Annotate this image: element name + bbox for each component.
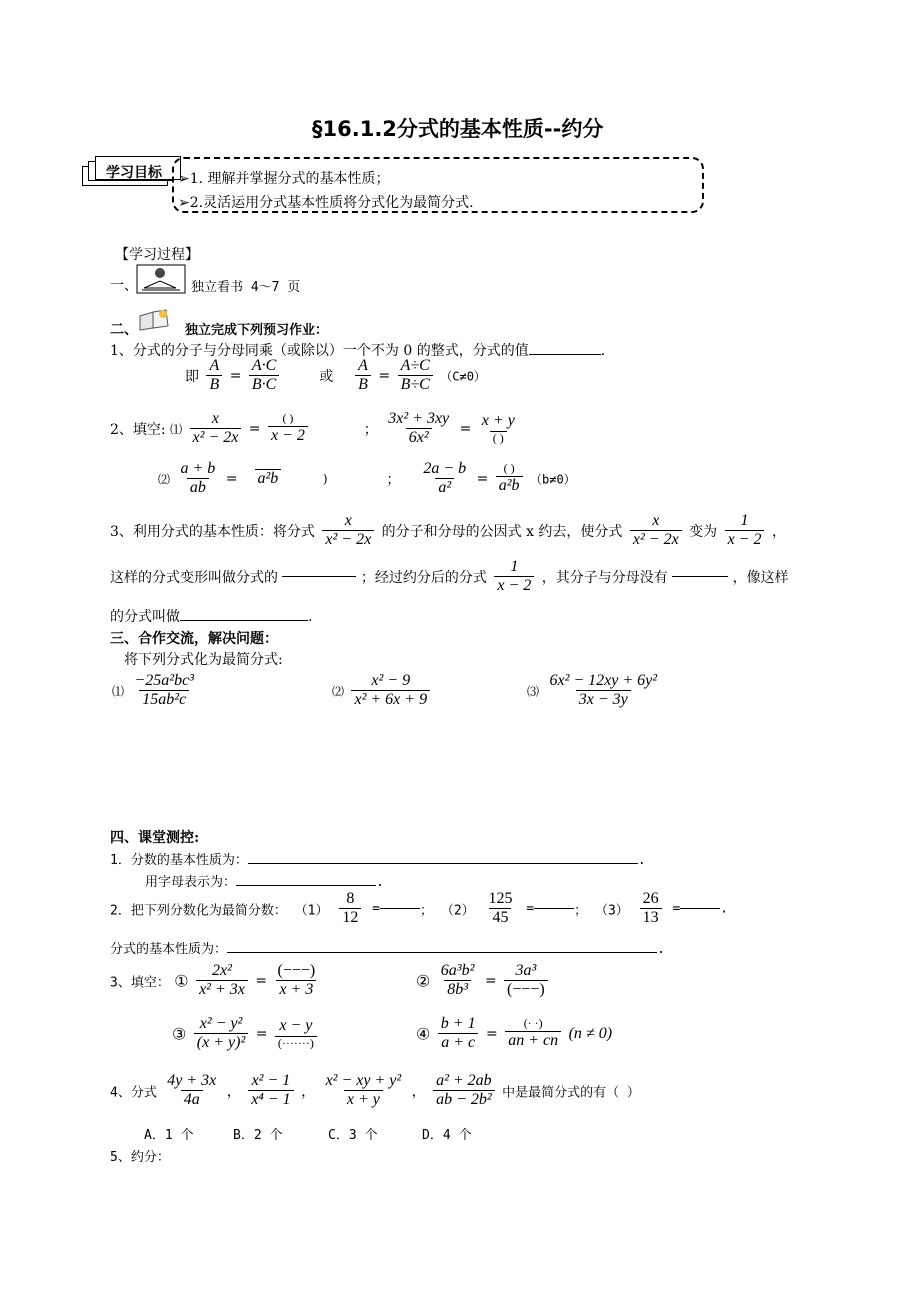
book-icon	[138, 308, 170, 332]
section-3-sub: 将下列分式化为最简分式:	[124, 652, 283, 668]
page-title: §16.1.2分式的基本性质--约分	[312, 117, 604, 141]
test-q1: 1．分数的基本性质为： .	[110, 853, 646, 868]
q2-line-1: 2、填空: ⑴ $\frac{x}{\text{x² − 2x}}$ = $\frac{( )}{x - 2}$ ； $\frac{\text{3x² + 3xy}}{\text{6x²}}$ = $\frac{x + y}{( )}$	[110, 410, 515, 447]
q3-blank-2[interactable]	[672, 576, 728, 577]
test-q3-line-1: 3、填空： ① $\frac{\text{2x²}}{\text{x² + 3x}}$ = $\frac{(---)}{x + 3}$	[110, 962, 316, 999]
test-q4-option-c[interactable]: C．3 个	[328, 1128, 378, 1143]
q3-line-1: 3、利用分式的基本性质：将分式 $\frac{x}{\text{x² − 2x}}$ 的分子和分母的公因式 x 约去，使分式 $\frac{x}{\text{x² − 2x}}$ 变为 $\frac{1}{x - 2}$ ，	[110, 512, 786, 549]
test-q1-sub: 用字母表示为： .	[145, 875, 384, 890]
test-q4: 4、分式 $\frac{4y + 3x}{4a}$ ， $\frac{\text{x² − 1}}{\text{x⁴ − 1}}$ ， $\frac{\text{x² − xy + y²}}{x + y}$ ， $\frac{\text{a² + 2ab}}{\text{ab − 2b²}}$ 中是最简分式的有（ ）	[110, 1072, 640, 1109]
test-q3-part-3: ③ $\frac{\text{x² − y²}}{\text{(x + y)²}}$ = $\frac{x - y}{(\cdot\cdot\cdot\cdot\cdot\cdot\cdot)}$	[172, 1015, 320, 1053]
test-q4-option-b[interactable]: B．2 个	[233, 1128, 283, 1143]
reading-figure-icon	[136, 264, 186, 294]
q3-line-3: 的分式叫做 .	[110, 609, 313, 625]
q3-blank-3[interactable]	[180, 620, 308, 621]
test-q3-part-4: ④ $\frac{b + 1}{a + c}$ = $\frac{(\cdot \cdot)}{an + cn}$ (n ≠ 0)	[416, 1015, 613, 1052]
s3-item-2: ⑵ $\frac{\text{x² − 9}}{\text{x² + 6x + 9}}$	[332, 672, 433, 710]
test-title: 四、课堂测控:	[110, 830, 200, 846]
test-q1-sub-blank[interactable]	[236, 885, 376, 886]
s3-item-1: ⑴ $\frac{\text{−25a²bc³}}{\text{15ab²c}}$	[112, 672, 194, 709]
test-q3-part-2: ② $\frac{\text{6a³b²}}{\text{8b³}}$ = $\frac{\text{3a³}}{(---)}$	[416, 962, 551, 1000]
goal-item-2: ➢2.灵活运用分式基本性质将分式化为最简分式.	[178, 195, 474, 211]
test-q2-blank-1[interactable]	[380, 908, 420, 909]
test-q2: 2．把下列分数化为最简分数： （1） $\frac{8}{12}$ = ； （2） $\frac{125}{45}$ = ； （3） $\frac{26}{13}$ = .	[110, 890, 729, 927]
test-q4-option-d[interactable]: D．4 个	[422, 1128, 472, 1143]
goal-item-1: ➢1. 理解并掌握分式的基本性质；	[178, 171, 390, 187]
test-q1-blank[interactable]	[248, 863, 638, 864]
test-q5: 5、约分：	[110, 1150, 170, 1165]
test-q2-blank-3[interactable]	[680, 908, 720, 909]
q1-formula: 即 $\frac{A}{B}$ = $\frac{A\cdot C}{B\cdot C}$ 或 $\frac{A}{B}$ = $\frac{A\div C}{B\div C}$ （C≠0）	[185, 357, 486, 394]
section-3-title: 三、合作交流，解决问题：	[110, 631, 278, 647]
q3-blank-1[interactable]	[282, 576, 356, 577]
goals-tag-label: 学习目标	[106, 165, 162, 181]
section-1-text: 独立看书 4～7 页	[191, 280, 301, 295]
q2-line-2: ⑵ $\frac{a + b}{ab}$ = a²b ) ； $\frac{2a - b}{\text{a²}}$ = $\frac{( )}{\text{a²b}}$ （b≠0）	[158, 460, 576, 497]
q1-blank[interactable]	[529, 354, 601, 355]
section-2-text: 独立完成下列预习作业：	[185, 323, 329, 338]
s3-item-3: ⑶ $\frac{\text{6x² − 12xy + 6y²}}{3x - 3y}$	[527, 672, 658, 709]
test-q2-blank-2[interactable]	[534, 908, 574, 909]
section-1-label: 一、	[110, 278, 138, 294]
test-q2b-blank[interactable]	[227, 952, 657, 953]
test-q2b: 分式的基本性质为： .	[110, 942, 665, 957]
test-q4-option-a[interactable]: A．1 个	[144, 1128, 194, 1143]
q3-line-2: 这样的分式变形叫做分式的 ；经过约分后的分式 $\frac{1}{x - 2}$ ，其分子与分母没有 ，像这样	[110, 558, 789, 595]
q1-text: 1、分式的分子与分母同乘（或除以）一个不为 0 的整式，分式的值 .	[110, 343, 606, 359]
section-2-label: 二、	[110, 322, 138, 338]
process-heading: 【学习过程】	[115, 247, 199, 263]
